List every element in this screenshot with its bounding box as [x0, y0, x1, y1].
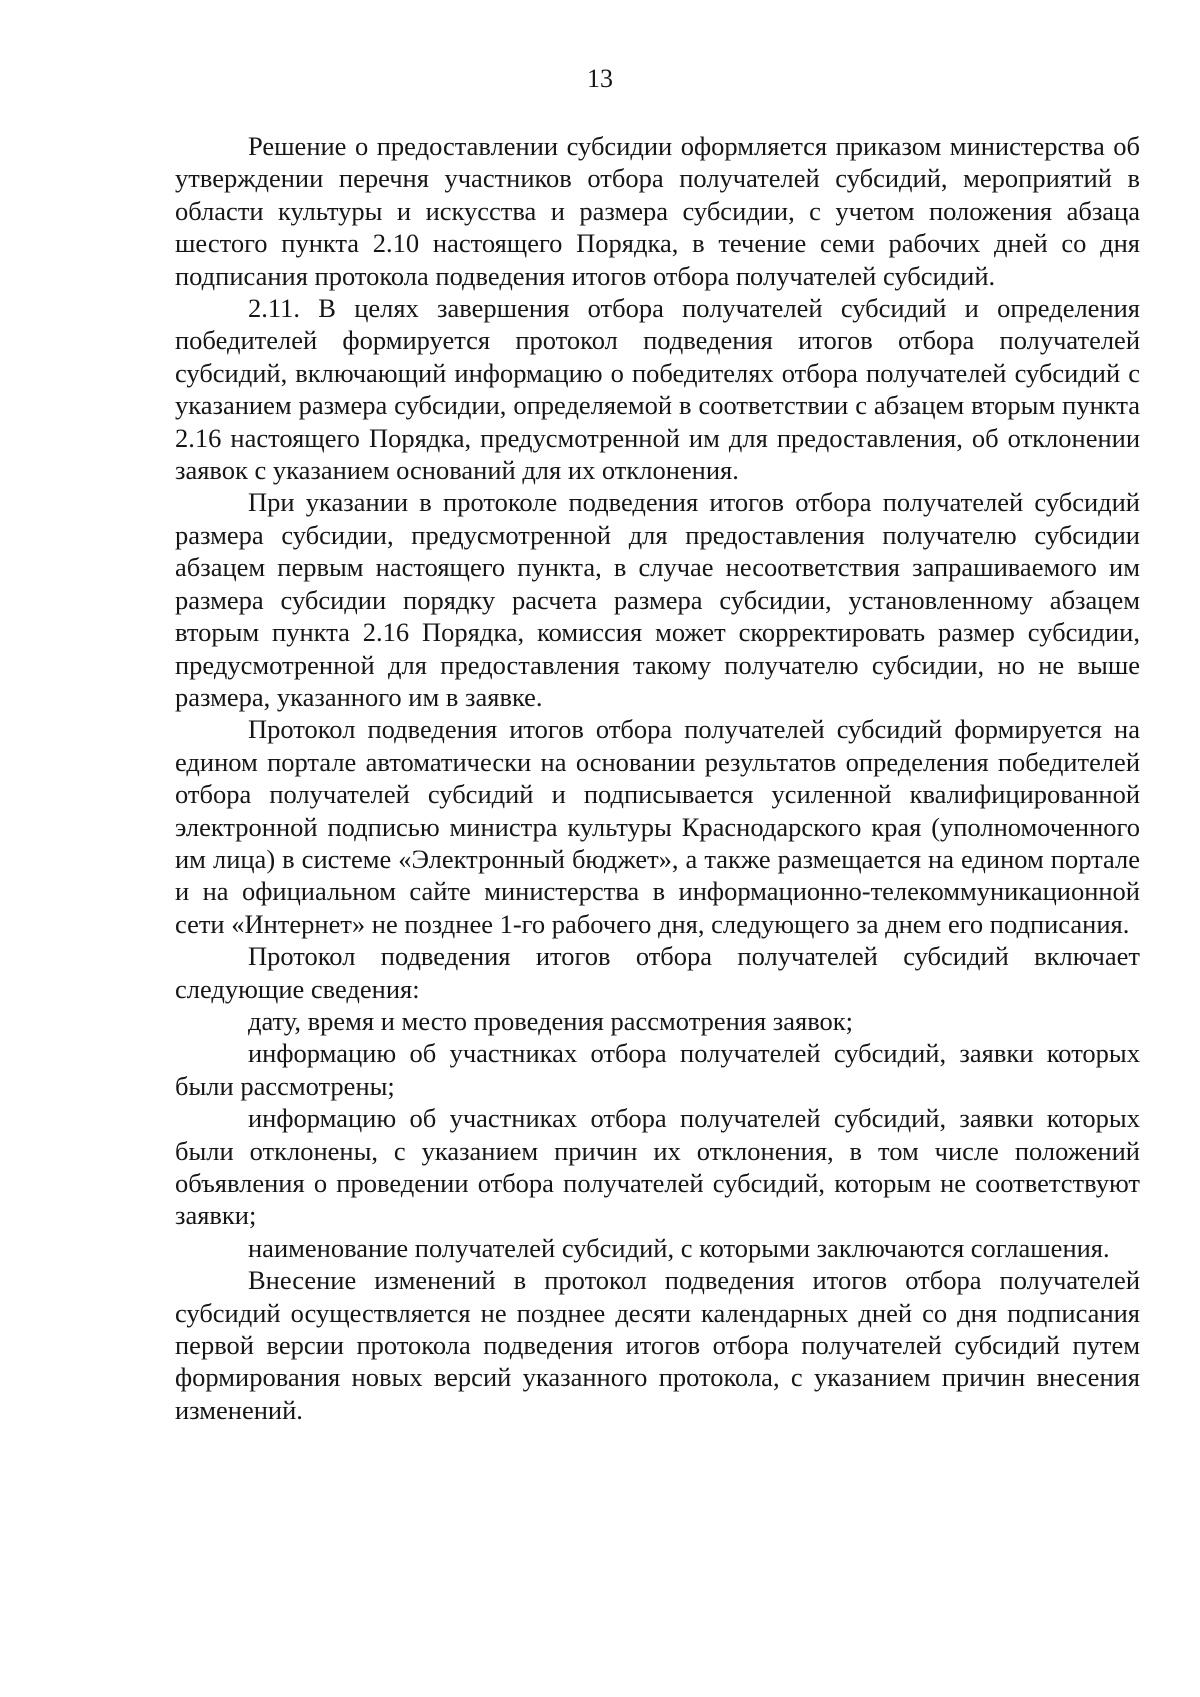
paragraph-2-11: 2.11. В целях завершения отбора получателей субсидий и определения победителей формируется протокол подведения итогов отбора получателей субсидий, включающий информацию о победителях отбора получателей субсидий с указанием размера субсидии, определяемой в соответствии с абзацем вторым пункта 2.16 настоящего Порядка, предусмотренной им для предоставления, об отклонении заявок с указанием оснований для их отклонения.: [175, 293, 1140, 486]
list-item-recipients: наименование получателей субсидий, с которыми заключаются соглашения.: [248, 1232, 1110, 1263]
list-item-rejected-participants: информацию об участниках отбора получателей субсидий, заявки которых были отклонены, с указанием причин их отклонения, в том числе положений объявления о проведении отбора получателей субсидий, которым не соответствуют заявки;: [175, 1103, 1140, 1231]
paragraph-protocol-formation: Протокол подведения итогов отбора получателей субсидий формируется на едином портале автоматически на основании результатов определения победителей отбора получателей субсидий и подписывается усиленной квалифицированной электронной подписью министра культуры Краснодарского края (уполномоченного им лица) в системе «Электронный бюджет», а также размещается на едином портале и на официальном сайте министерства в информационно-телекоммуникационной сети «Интернет» не позднее 1-го рабочего дня, следующего за днем его подписания.: [175, 714, 1140, 939]
paragraph-decision: Решение о предоставлении субсидии оформляется приказом министерства об утверждении перечня участников отбора получателей субсидий, мероприятий в области культуры и искусства и размера субсидии, с учетом положения абзаца шестого пункта 2.10 настоящего Порядка, в течение семи рабочих дней со дня подписания протокола подведения итогов отбора получателей субсидий.: [175, 131, 1140, 291]
document-body: [175, 130, 1140, 1426]
list-item-date-time-place: дату, время и место проведения рассмотрения заявок;: [248, 1005, 854, 1036]
paragraph-subsidy-adjustment: При указании в протоколе подведения итогов отбора получателей субсидий размера субсидии, предусмотренной для предоставления получателю субсидии абзацем первым настоящего пункта, в случае несоответствия запрашиваемого им размера субсидии порядку расчета размера субсидии, установленному абзацем вторым пункта 2.16 Порядка, комиссия может скорректировать размер субсидии, предусмотренной для предоставления такому получателю субсидии, но не выше размера, указанного им в заявке.: [175, 487, 1140, 712]
page-number: 13: [587, 64, 613, 93]
paragraph-protocol-amendments: Внесение изменений в протокол подведения итогов отбора получателей субсидий осуществляется не позднее десяти календарных дней со дня подписания первой версии протокола подведения итогов отбора получателей субсидий путем формирования новых версий указанного протокола, с указанием причин внесения изменений.: [175, 1265, 1140, 1425]
list-item-reviewed-participants: информацию об участниках отбора получателей субсидий, заявки которых были рассмотрены;: [175, 1038, 1140, 1101]
paragraph-protocol-contents: Протокол подведения итогов отбора получателей субсидий включает следующие сведения:: [175, 941, 1140, 1004]
